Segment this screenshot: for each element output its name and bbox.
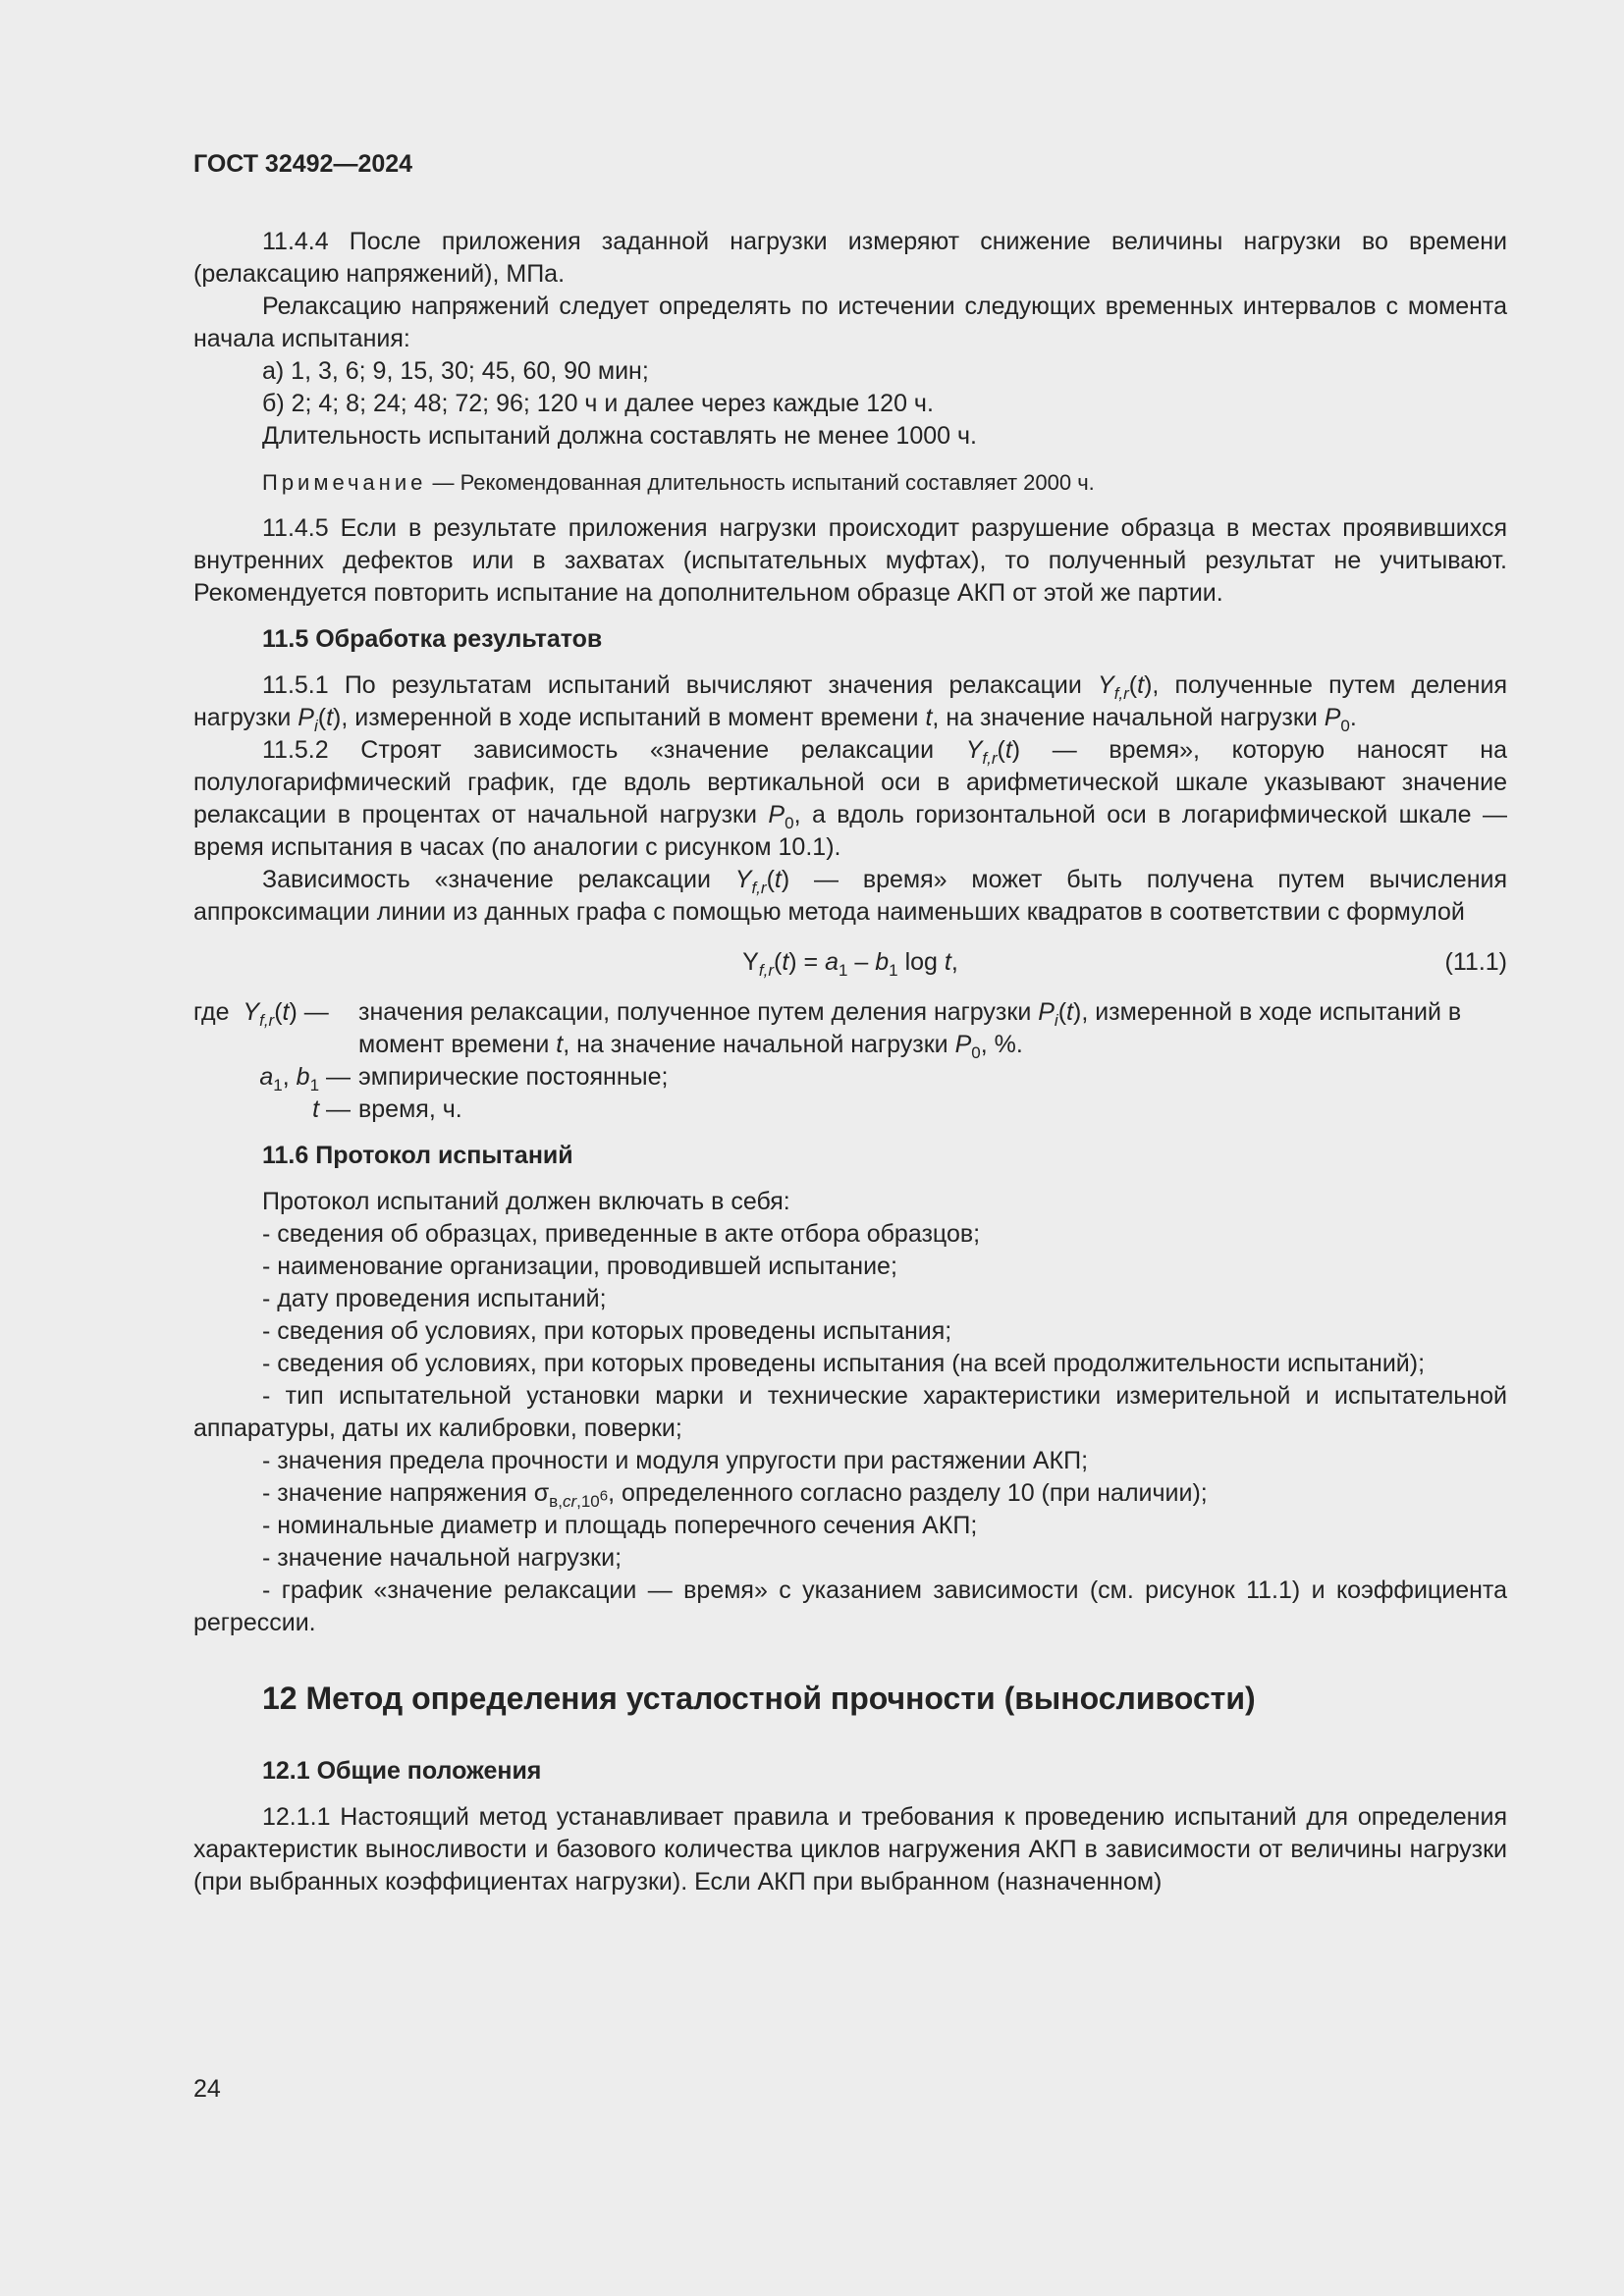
- where-def-t: время, ч.: [358, 1095, 462, 1123]
- protocol-item: - наименование организации, проводившей испытание;: [262, 1253, 897, 1280]
- protocol-item: - сведения об условиях, при которых проведены испытания;: [262, 1317, 952, 1345]
- document-header: ГОСТ 32492—2024: [193, 150, 413, 178]
- protocol-item: - номинальные диаметр и площадь поперечного сечения АКП;: [262, 1512, 978, 1539]
- clause-11-5-2: 11.5.2 Строят зависимость «значение релаксации $Y_{f,r}(t)$ — время», которую наносят на полулогарифмический график, где вдоль вертикальной оси в арифметической шкале указывают значение релаксации в процентах от начальной нагрузки $P_0$, а вдоль горизонтальной оси в логарифмической шкале — время испытания в часах (по аналогии с рисунком 10.1).: [193, 736, 1508, 861]
- formula-11-1: [193, 946, 1507, 979]
- list-item-b: б) 2; 4; 8; 24; 48; 72; 96; 120 ч и далее через каждые 120 ч.: [262, 390, 934, 417]
- protocol-item: - значение начальной нагрузки;: [262, 1544, 623, 1572]
- section-12-1-title: 12.1 Общие положения: [262, 1757, 542, 1785]
- where-row-y: [193, 996, 1507, 1061]
- clause-11-4-4: 11.4.4 После приложения заданной нагрузки измеряют снижение величины нагрузки во времени (релаксацию напряжений), МПа.: [193, 228, 1507, 288]
- duration-requirement: Длительность испытаний должна составлять не менее 1000 ч.: [262, 422, 977, 450]
- protocol-item: - дату проведения испытаний;: [262, 1285, 607, 1312]
- where-term-y: где $Y_{f,r}(t)$ —: [193, 998, 329, 1030]
- clause-11-5-1: 11.5.1 По результатам испытаний вычисляют значения релаксации $Y_{f,r}(t)$, полученные путем деления нагрузки $P_i(t)$, измеренной в ходе испытаний в момент времени t, на значение начальной нагрузки $P_0$.: [193, 671, 1507, 735]
- protocol-item: - значения предела прочности и модуля упругости при растяжении АКП;: [262, 1447, 1089, 1474]
- where-row-t: [193, 1094, 1507, 1126]
- note-label: Примечание: [262, 470, 427, 495]
- formula-number: (11.1): [1444, 948, 1507, 976]
- protocol-item: - график «значение релаксации — время» с указанием зависимости (см. рисунок 11.1) и коэффициента регрессии.: [193, 1576, 1507, 1636]
- clause-12-1-1: 12.1.1 Настоящий метод устанавливает правила и требования к проведению испытаний для определения характеристик выносливости и базового количества циклов нагружения АКП в зависимости от величины нагрузки (при выбранных коэффициентах нагрузки). Если АКП при выбранном (назначенном): [193, 1803, 1507, 1896]
- where-row-ab: [193, 1061, 1507, 1094]
- protocol-item: - сведения об образцах, приведенные в акте отбора образцов;: [262, 1220, 981, 1248]
- section-11-5-title: 11.5 Обработка результатов: [262, 625, 603, 653]
- list-item-a: а) 1, 3, 6; 9, 15, 30; 45, 60, 90 мин;: [262, 357, 649, 385]
- text-flow: [193, 226, 1507, 1898]
- note: [193, 466, 1507, 499]
- clause-11-4-4-intervals: Релаксацию напряжений следует определять по истечении следующих временных интервалов с момента начала испытания:: [193, 293, 1507, 352]
- section-12-title: 12 Метод определения усталостной прочности (выносливости): [262, 1681, 1256, 1716]
- section-11-6-title: 11.6 Протокол испытаний: [262, 1142, 573, 1169]
- formula-expression: $Y_{f,r}(t) = a_1 - b_1$ log t,: [742, 948, 958, 980]
- dependency-paragraph: Зависимость «значение релаксации $Y_{f,r}(t)$ — время» может быть получена путем вычисления аппроксимации линии из данных графа с помощью метода наименьших квадратов в соответствии с формулой: [193, 866, 1507, 926]
- where-term-t: t —: [312, 1095, 351, 1123]
- where-term-ab: $a_1$, $b_1$ —: [259, 1063, 351, 1095]
- protocol-item-stress: - значение напряжения $\sigma_{в,cr,10^6}$, определенного согласно разделу 10 (при наличии);: [262, 1479, 1208, 1511]
- clause-11-4-5: 11.4.5 Если в результате приложения нагрузки происходит разрушение образца в местах проявившихся внутренних дефектов или в захватах (испытательных муфтах), то полученный результат не учитывают. Рекомендуется повторить испытание на дополнительном образце АКП от этой же партии.: [193, 514, 1507, 607]
- protocol-item: - сведения об условиях, при которых проведены испытания (на всей продолжительности испытаний);: [262, 1350, 1426, 1377]
- where-def-ab: эмпирические постоянные;: [358, 1063, 669, 1091]
- where-def-y: значения релаксации, полученное путем деления нагрузки $P_i(t)$, измеренной в ходе испытаний в момент времени t, на значение начальной нагрузки $P_0$, %.: [358, 998, 1462, 1062]
- note-text: — Рекомендованная длительность испытаний составляет 2000 ч.: [426, 470, 1095, 495]
- protocol-item: - тип испытательной установки марки и технические характеристики измерительной и испытательной аппаратуры, даты их калибровки, поверки;: [193, 1382, 1507, 1442]
- page-number: 24: [193, 2075, 221, 2103]
- protocol-intro: Протокол испытаний должен включать в себя:: [262, 1188, 790, 1215]
